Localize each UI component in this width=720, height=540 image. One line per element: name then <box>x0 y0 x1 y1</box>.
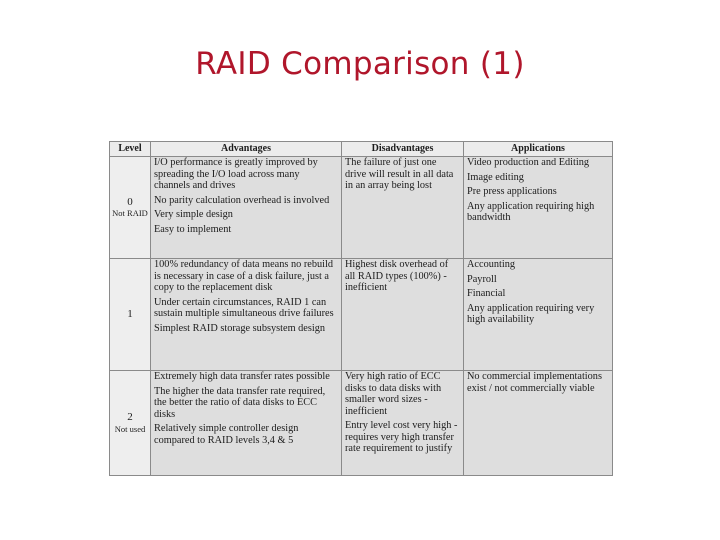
level-cell <box>110 157 151 259</box>
advantage-item: Simplest RAID storage subsystem design <box>154 322 326 334</box>
level-cell <box>110 371 151 476</box>
advantage-item: Very simple design <box>154 209 233 220</box>
application-item: Accounting <box>467 259 516 270</box>
applications-cell <box>464 371 613 476</box>
level-number: 2 <box>127 411 133 424</box>
disadvantage-item: Very high ratio of ECC disks to data disks with smaller word sizes - inefficient <box>345 371 442 417</box>
advantage-item: I/O performance is greatly improved by spreading the I/O load across many channels and drives <box>154 157 318 191</box>
application-item: Pre press applications <box>467 186 557 197</box>
application-item: Image editing <box>467 171 524 183</box>
application-item: Any application requiring very high availability <box>467 302 595 325</box>
application-item: Financial <box>467 288 506 299</box>
table-row <box>110 371 613 476</box>
advantage-item: Under certain circumstances, RAID 1 can sustain multiple simultaneous drive failures <box>154 296 334 319</box>
column-header-applications: Applications <box>464 142 613 157</box>
level-note: Not used <box>114 423 146 434</box>
table-row <box>110 157 613 259</box>
disadvantages-cell <box>342 259 464 371</box>
advantage-item: The higher the data transfer rate required, the better the ratio of data disks to ECC disks <box>154 385 326 420</box>
application-item: No commercial implementations exist / not commercially viable <box>467 371 602 394</box>
advantage-item: Extremely high data transfer rates possible <box>154 371 330 382</box>
table-row <box>110 259 613 371</box>
level-number: 0 <box>127 195 133 208</box>
table-header-row <box>110 142 613 157</box>
column-header-level: Level <box>110 142 151 157</box>
column-header-disadvantages: Disadvantages <box>342 142 464 157</box>
disadvantages-cell <box>342 157 464 259</box>
column-header-advantages: Advantages <box>151 142 342 157</box>
applications-cell <box>464 259 613 371</box>
disadvantages-cell <box>342 371 464 476</box>
advantage-item: 100% redundancy of data means no rebuild is necessary in case of a disk failure, just a copy to the replacement disk <box>154 259 333 293</box>
advantages-cell <box>151 371 342 476</box>
advantage-item: Relatively simple controller design compared to RAID levels 3,4 & 5 <box>154 423 299 446</box>
disadvantage-item: Entry level cost very high - requires very high transfer rate requirement to justify <box>345 420 458 454</box>
advantage-item: Easy to implement <box>154 223 232 235</box>
advantages-cell <box>151 157 342 259</box>
raid-comparison-table <box>109 141 613 476</box>
level-number: 1 <box>127 307 133 320</box>
disadvantage-item: Highest disk overhead of all RAID types (100%) - inefficient <box>345 259 449 293</box>
slide-title: RAID Comparison (1) <box>195 46 525 82</box>
advantages-cell <box>151 259 342 371</box>
application-item: Any application requiring high bandwidth <box>467 200 595 223</box>
disadvantage-item: The failure of just one drive will result in all data in an array being lost <box>345 157 454 191</box>
application-item: Video production and Editing <box>467 157 590 168</box>
level-note: Not RAID <box>112 208 148 219</box>
application-item: Payroll <box>467 273 497 285</box>
applications-cell <box>464 157 613 259</box>
advantage-item: No parity calculation overhead is involved <box>154 194 330 206</box>
level-cell <box>110 259 151 371</box>
